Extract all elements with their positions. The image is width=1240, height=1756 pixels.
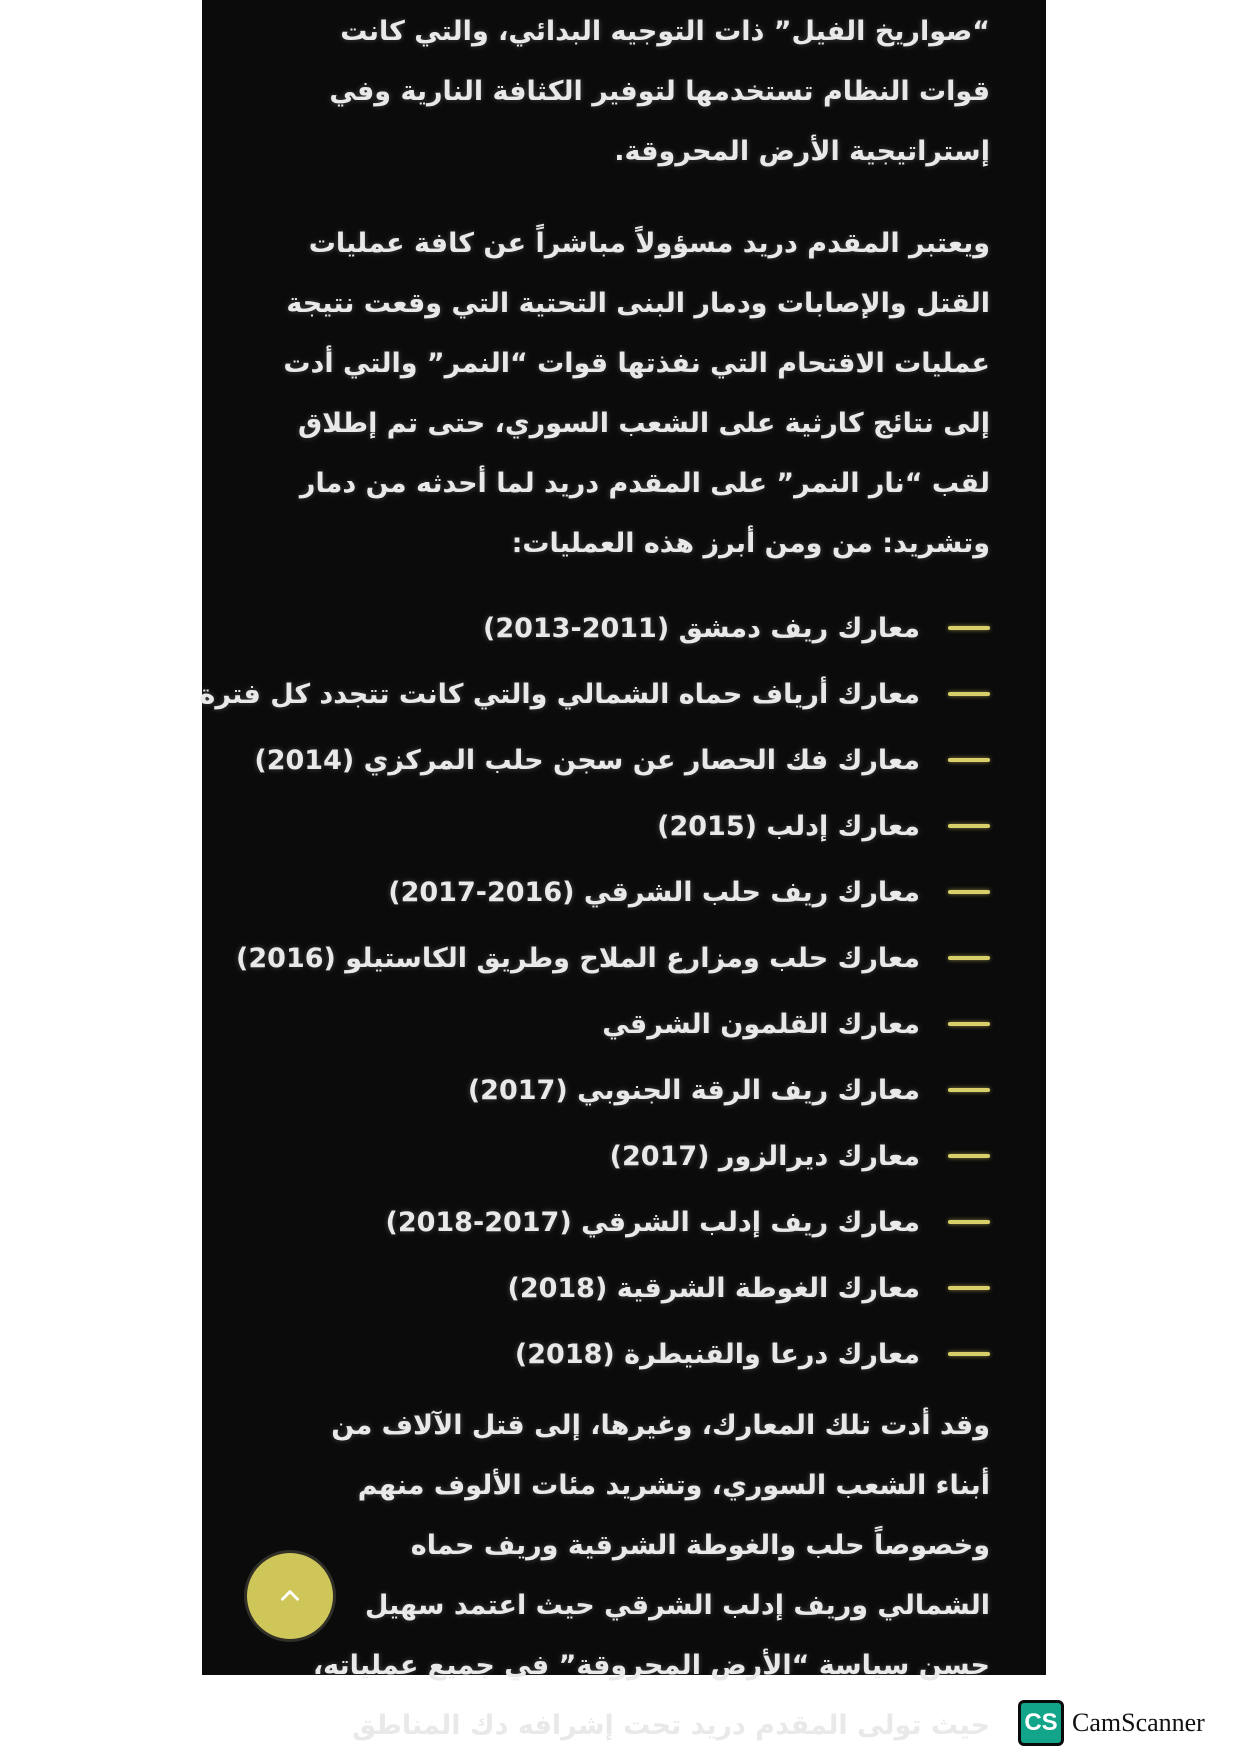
battle-label: معارك ريف حلب الشرقي (2016-2017) [388, 877, 920, 908]
list-item [262, 794, 990, 860]
dash-bullet-icon [948, 1088, 990, 1092]
dash-bullet-icon [948, 1286, 990, 1290]
dash-bullet-icon [948, 824, 990, 828]
list-item [262, 1256, 990, 1322]
dash-bullet-icon [948, 1022, 990, 1026]
list-item [262, 1058, 990, 1124]
dash-bullet-icon [948, 758, 990, 762]
paragraph-responsibility: ويعتبر المقدم دريد مسؤولاً مباشراً عن كافة عمليات القتل والإصابات ودمار البنى التحتية التي وقعت نتيجة عمليات الاقتحام التي نفذتها قوات “النمر” والتي أدت إلى نتائج كارثية على الشعب السوري، حتى تم إطلاق لقب “نار النمر” على المقدم دريد لما أحدثه من دمار وتشريد: من ومن أبرز هذه العمليات: [283, 228, 990, 559]
list-item [236, 926, 990, 992]
paragraph-consequences: وقد أدت تلك المعارك، وغيرها، إلى قتل الآلاف من أبناء الشعب السوري، وتشريد مئات الألوف منهم وخصوصاً حلب والغوطة الشرقية وريف حماه الشمالي وريف إدلب الشرقي حيث اعتمد سهيل حسن سياسة “الأرض المحروقة” في جميع عملياته، حيث تولى المقدم دريد تحت إشرافه دك المناطق [312, 1410, 990, 1741]
dash-bullet-icon [948, 1352, 990, 1356]
battle-label: معارك ريف إدلب الشرقي (2017-2018) [385, 1207, 920, 1238]
back-to-top-button[interactable] [247, 1553, 333, 1639]
dash-bullet-icon [948, 1154, 990, 1158]
chevron-up-icon [277, 1583, 303, 1609]
list-item [199, 662, 990, 728]
battle-label: معارك أرياف حماه الشمالي والتي كانت تتجدد كل فترة [199, 679, 920, 710]
battle-label: معارك فك الحصار عن سجن حلب المركزي (2014) [254, 745, 920, 776]
dash-bullet-icon [948, 1220, 990, 1224]
battle-label: معارك القلمون الشرقي [602, 1009, 920, 1040]
battle-label: معارك ديرالزور (2017) [609, 1141, 920, 1172]
battle-label: معارك إدلب (2015) [657, 811, 920, 842]
article-body [199, 0, 990, 1756]
dash-bullet-icon [948, 956, 990, 960]
list-item [262, 596, 990, 662]
battle-label: معارك حلب ومزارع الملاح وطريق الكاستيلو (2016) [236, 943, 920, 974]
list-item [262, 992, 990, 1058]
list-item [262, 1190, 990, 1256]
dash-bullet-icon [948, 890, 990, 894]
battle-label: معارك ريف دمشق (2011-2013) [482, 613, 920, 644]
camscanner-logo-icon: CS [1018, 1700, 1064, 1746]
battles-list [199, 596, 990, 1388]
paragraph-intro: “صواريخ الفيل” ذات التوجيه البدائي، والتي كانت قوات النظام تستخدمها لتوفير الكثافة النارية وفي إستراتيجية الأرض المحروقة. [329, 16, 990, 167]
list-item [254, 728, 990, 794]
battle-label: معارك ريف الرقة الجنوبي (2017) [467, 1075, 920, 1106]
battle-label: معارك درعا والقنيطرة (2018) [514, 1339, 920, 1370]
list-item [262, 1322, 990, 1388]
camscanner-label: CamScanner [1072, 1708, 1205, 1737]
camscanner-watermark [1018, 1700, 1205, 1746]
list-item [262, 1124, 990, 1190]
dash-bullet-icon [948, 692, 990, 696]
battle-label: معارك الغوطة الشرقية (2018) [507, 1273, 920, 1304]
list-item [262, 860, 990, 926]
dash-bullet-icon [948, 626, 990, 630]
